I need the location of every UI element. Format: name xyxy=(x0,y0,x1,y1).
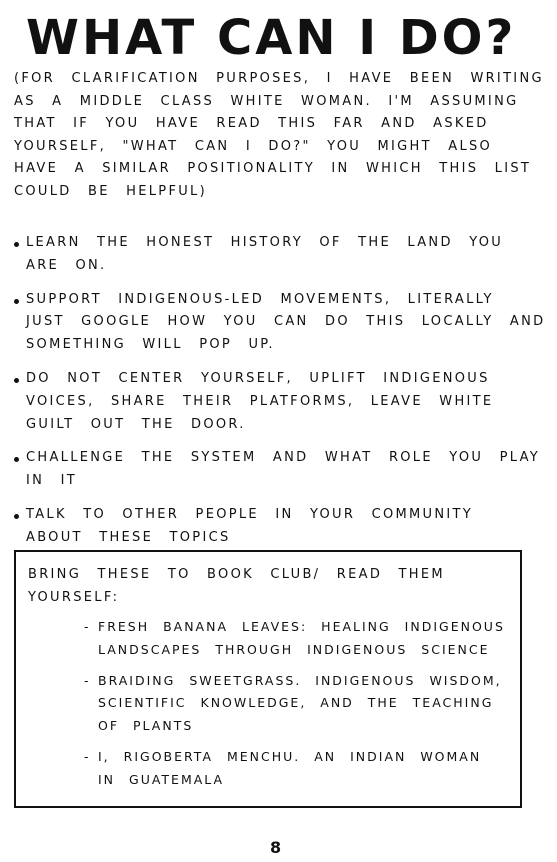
bullet-icon xyxy=(14,299,19,304)
book-title: FRESH BANANA LEAVES: HEALING INDIGENOUS LANDSCAPES THROUGH INDIGENOUS SCIENCE xyxy=(98,619,505,657)
list-item xyxy=(14,289,546,357)
book-box-heading: BRING THESE TO BOOK CLUB/ READ THEM YOURSELF: xyxy=(28,567,445,605)
bullet-icon xyxy=(14,242,19,247)
list-item xyxy=(14,504,546,550)
list-item xyxy=(14,232,546,278)
list-item-text: TALK TO OTHER PEOPLE IN YOUR COMMUNITY ABOUT THESE TOPICS xyxy=(26,506,474,545)
dash-icon: - xyxy=(84,748,91,764)
book-title: I, RIGOBERTA MENCHU. AN INDIAN WOMAN IN GUATEMALA xyxy=(98,748,482,787)
intro-paragraph: (FOR CLARIFICATION PURPOSES, I HAVE BEEN WRITING AS A MIDDLE CLASS WHITE WOMAN. I'M ASSUMING THAT IF YOU HAVE READ THIS FAR AND ASKED YOURSELF, "WHAT CAN I DO?" YOU MIGHT ALSO HAVE A SIMILAR POSITIONALITY IN WHICH THIS LIST COULD BE HELPFUL) xyxy=(14,71,544,199)
list-item-text: SUPPORT INDIGENOUS-LED MOVEMENTS, LITERALLY JUST GOOGLE HOW YOU CAN DO THIS LOCALLY AND SOMETHING WILL POP UP. xyxy=(26,291,546,353)
list-item-text: DO NOT CENTER YOURSELF, UPLIFT INDIGENOUS VOICES, SHARE THEIR PLATFORMS, LEAVE WHITE GUILT OUT THE DOOR. xyxy=(26,370,494,432)
book-item xyxy=(84,746,509,792)
action-list xyxy=(14,232,546,561)
list-item xyxy=(14,447,546,493)
book-title: BRAIDING SWEETGRASS. INDIGENOUS WISDOM, SCIENTIFIC KNOWLEDGE, AND THE TEACHING OF PLANTS xyxy=(98,672,502,734)
list-item-text: LEARN THE HONEST HISTORY OF THE LAND YOU ARE ON. xyxy=(26,235,504,273)
bullet-icon xyxy=(14,457,19,462)
page-title: WHAT CAN I DO? xyxy=(26,10,517,66)
book-list xyxy=(84,616,509,800)
book-recommendations-box xyxy=(14,550,522,808)
dash-icon: - xyxy=(84,619,91,634)
bullet-icon xyxy=(14,378,19,383)
list-item-text: CHALLENGE THE SYSTEM AND WHAT ROLE YOU PLAY IN IT xyxy=(26,450,541,489)
list-item xyxy=(14,368,546,436)
bullet-icon xyxy=(14,514,19,519)
dash-icon: - xyxy=(84,672,91,688)
book-item xyxy=(84,616,509,662)
page-number: 8 xyxy=(270,838,282,857)
book-item xyxy=(84,670,509,738)
